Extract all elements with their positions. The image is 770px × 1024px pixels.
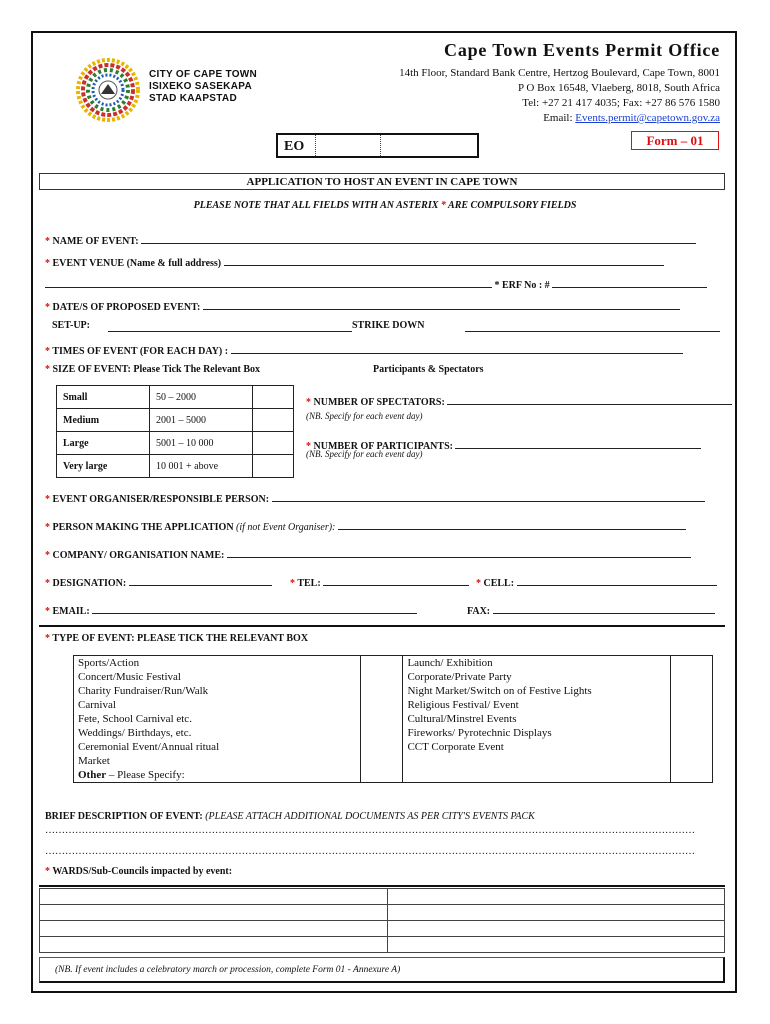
required-asterisk: * (45, 633, 50, 644)
ward-cell[interactable] (388, 905, 725, 921)
ward-cell[interactable] (40, 921, 388, 937)
dates-row (45, 298, 680, 313)
compulsory-note (0, 200, 770, 211)
cell-input[interactable] (517, 574, 717, 586)
tel-input[interactable] (323, 574, 469, 586)
type-label: TYPE OF EVENT: PLEASE TICK THE RELEVANT BOX (52, 633, 309, 644)
cell-label: CELL: (483, 578, 515, 589)
size-name: Small (57, 386, 150, 409)
email-field-label: EMAIL: (52, 606, 90, 617)
event-types-left-cell (74, 656, 361, 783)
size-name: Very large (57, 455, 150, 478)
times-label: TIMES OF EVENT (FOR EACH DAY) : (52, 346, 229, 357)
size-checkbox[interactable] (253, 432, 294, 455)
wards-table (39, 888, 725, 953)
size-range: 10 001 + above (150, 455, 253, 478)
required-asterisk: * (45, 522, 50, 533)
size-range: 2001 – 5000 (150, 409, 253, 432)
venue-row (45, 254, 664, 269)
spectators-label: NUMBER OF SPECTATORS: (313, 397, 445, 408)
organiser-row (45, 490, 705, 505)
table-row (40, 905, 725, 921)
eo-label: EO (284, 139, 305, 154)
footnote-box (39, 957, 725, 983)
participants-heading: Participants & Spectators (373, 364, 484, 375)
event-type-option: Concert/Music Festival (78, 671, 181, 683)
name-of-event-row (45, 232, 696, 247)
cell-row (476, 574, 717, 589)
required-asterisk: * (306, 397, 311, 408)
office-email-link[interactable]: Events.permit@capetown.gov.za (575, 112, 720, 124)
name-of-event-label: NAME OF EVENT: (52, 236, 139, 247)
wards-top-rule (39, 885, 725, 887)
event-type-checkbox-col[interactable] (361, 656, 403, 783)
fax-row (467, 602, 715, 617)
required-asterisk: * (45, 258, 50, 269)
required-asterisk: * (45, 236, 50, 247)
event-type-option: Corporate/Private Party (407, 671, 512, 683)
city-logo (76, 58, 140, 122)
table-row (57, 432, 294, 455)
required-asterisk: * (290, 578, 295, 589)
event-type-option: Fireworks/ Pyrotechnic Displays (407, 727, 552, 739)
designation-row (45, 574, 272, 589)
required-asterisk: * (306, 441, 311, 452)
required-asterisk: * (45, 550, 50, 561)
city-name-line: CITY OF CAPE TOWN (149, 69, 258, 80)
table-row (40, 889, 725, 905)
tel-row (290, 574, 469, 589)
table-row (57, 386, 294, 409)
name-of-event-input[interactable] (141, 232, 696, 244)
company-input[interactable] (227, 546, 691, 558)
footnote-text: (NB. If event includes a celebratory march or procession, complete Form 01 - Annexure A) (55, 965, 401, 975)
size-name: Medium (57, 409, 150, 432)
note-text: PLEASE NOTE THAT ALL FIELDS WITH AN ASTERIX (193, 200, 441, 211)
email-input[interactable] (92, 602, 417, 614)
size-checkbox[interactable] (253, 455, 294, 478)
office-address: 14th Floor, Standard Bank Centre, Hertzog Boulevard, Cape Town, 8001 (399, 67, 720, 79)
required-asterisk: * (45, 364, 50, 375)
venue-label: EVENT VENUE (Name & full address) (52, 258, 222, 269)
required-asterisk: * (45, 494, 50, 505)
organiser-label: EVENT ORGANISER/RESPONSIBLE PERSON: (52, 494, 270, 505)
other-label: Other (78, 769, 107, 781)
section-divider (39, 625, 725, 627)
wards-label: WARDS/Sub-Councils impacted by event: (52, 866, 233, 877)
size-range: 50 – 2000 (150, 386, 253, 409)
spectators-input[interactable] (447, 393, 732, 405)
required-asterisk: * (45, 578, 50, 589)
city-name-line: ISIXEKO SASEKAPA (149, 81, 252, 92)
fax-input[interactable] (493, 602, 715, 614)
designation-input[interactable] (129, 574, 272, 586)
applicant-input[interactable] (338, 518, 686, 530)
times-input[interactable] (231, 342, 683, 354)
setup-label: SET-UP: (52, 320, 90, 331)
table-row (40, 937, 725, 953)
required-asterisk: * (45, 302, 50, 313)
tel-label: TEL: (297, 578, 321, 589)
office-phone: Tel: +27 21 417 4035; Fax: +27 86 576 1580 (522, 97, 720, 109)
required-asterisk: * (476, 578, 481, 589)
event-types-right-cell (403, 656, 670, 783)
form-title: APPLICATION TO HOST AN EVENT IN CAPE TOWN (39, 173, 725, 190)
ward-cell[interactable] (40, 937, 388, 953)
required-asterisk: * (45, 606, 50, 617)
strike-down-label: STRIKE DOWN (352, 320, 425, 331)
eo-field-2[interactable] (380, 135, 475, 156)
size-name: Large (57, 432, 150, 455)
company-row (45, 546, 691, 561)
size-table (56, 385, 294, 478)
description-line-2[interactable]: …………………………………………………………………………………………………………………………………………………………………………… (45, 846, 695, 857)
office-postal: P O Box 16548, Vlaeberg, 8018, South Africa (517, 82, 720, 94)
event-type-option: Weddings/ Birthdays, etc. (78, 727, 192, 739)
event-type-option: Night Market/Switch on of Festive Lights (407, 685, 592, 697)
organiser-input[interactable] (272, 490, 705, 502)
other-specify: – Please Specify: (106, 769, 185, 781)
dates-input[interactable] (203, 298, 680, 310)
participants-label: NUMBER OF PARTICIPANTS: (313, 441, 453, 452)
table-row (40, 921, 725, 937)
table-row (57, 455, 294, 478)
eo-box (276, 133, 479, 158)
event-type-option: Market (78, 755, 110, 767)
city-name-block (149, 69, 257, 105)
city-name-line: STAD KAAPSTAD (149, 93, 237, 104)
office-email-line (399, 111, 720, 126)
event-type-option: Religious Festival/ Event (407, 699, 519, 711)
erf-input[interactable] (552, 276, 707, 288)
spectators-row (306, 393, 732, 408)
event-type-option: Cultural/Minstrel Events (407, 713, 517, 725)
applicant-note: (if not Event Organiser): (236, 522, 336, 533)
email-row (45, 602, 417, 617)
ward-cell[interactable] (388, 921, 725, 937)
fax-label: FAX: (467, 606, 491, 617)
setup-input[interactable] (108, 320, 352, 332)
event-type-checkbox-col[interactable] (670, 656, 712, 783)
size-row (45, 364, 260, 375)
office-header (399, 40, 720, 126)
dates-label: DATE/S OF PROPOSED EVENT: (52, 302, 201, 313)
email-label: Email: (543, 112, 576, 124)
spectators-note: (NB. Specify for each event day) (306, 411, 423, 421)
event-type-option: Sports/Action (78, 657, 140, 669)
event-type-option: Launch/ Exhibition (407, 657, 493, 669)
ward-cell[interactable] (40, 905, 388, 921)
event-type-table (73, 655, 713, 783)
applicant-label: PERSON MAKING THE APPLICATION (52, 522, 234, 533)
venue-input-line2[interactable] (45, 276, 492, 288)
note-asterisk: * (440, 200, 446, 211)
required-asterisk: * (45, 866, 50, 877)
eo-field-1[interactable] (315, 135, 381, 156)
size-range: 5001 – 10 000 (150, 432, 253, 455)
event-type-option: Carnival (78, 699, 116, 711)
applicant-row (45, 518, 686, 533)
event-type-option: Fete, School Carnival etc. (78, 713, 192, 725)
participants-note: (NB. Specify for each event day) (306, 449, 423, 459)
ward-cell[interactable] (388, 889, 725, 905)
participants-input[interactable] (455, 437, 701, 449)
strike-down-input[interactable] (465, 320, 720, 332)
required-asterisk: * (45, 346, 50, 357)
event-type-option: Charity Fundraiser/Run/Walk (78, 685, 209, 697)
brief-description-note: (PLEASE ATTACH ADDITIONAL DOCUMENTS AS PER CITY'S EVENTS PACK (205, 811, 535, 822)
company-label: COMPANY/ ORGANISATION NAME: (52, 550, 225, 561)
type-row (45, 633, 308, 644)
ward-cell[interactable] (388, 937, 725, 953)
event-type-option: CCT Corporate Event (407, 741, 504, 753)
brief-description-row (45, 811, 535, 822)
ward-cell[interactable] (40, 889, 388, 905)
times-row (45, 342, 683, 357)
brief-description-label: BRIEF DESCRIPTION OF EVENT: (45, 811, 203, 822)
note-text: ARE COMPULSORY FIELDS (445, 200, 577, 211)
size-label: SIZE OF EVENT: Please Tick The Relevant Box (52, 364, 261, 375)
venue-input[interactable] (224, 254, 664, 266)
event-type-other (78, 768, 356, 782)
size-checkbox[interactable] (253, 409, 294, 432)
wards-row (45, 866, 232, 877)
table-row (57, 409, 294, 432)
description-line-1[interactable]: …………………………………………………………………………………………………………………………………………………………………………… (45, 825, 695, 836)
venue-line2-row (45, 276, 707, 291)
size-checkbox[interactable] (253, 386, 294, 409)
designation-label: DESIGNATION: (52, 578, 127, 589)
event-type-option: Ceremonial Event/Annual ritual (78, 741, 220, 753)
form-number-badge: Form – 01 (631, 131, 719, 150)
office-title: Cape Town Events Permit Office (444, 40, 720, 60)
erf-label: * ERF No : # (494, 280, 550, 291)
